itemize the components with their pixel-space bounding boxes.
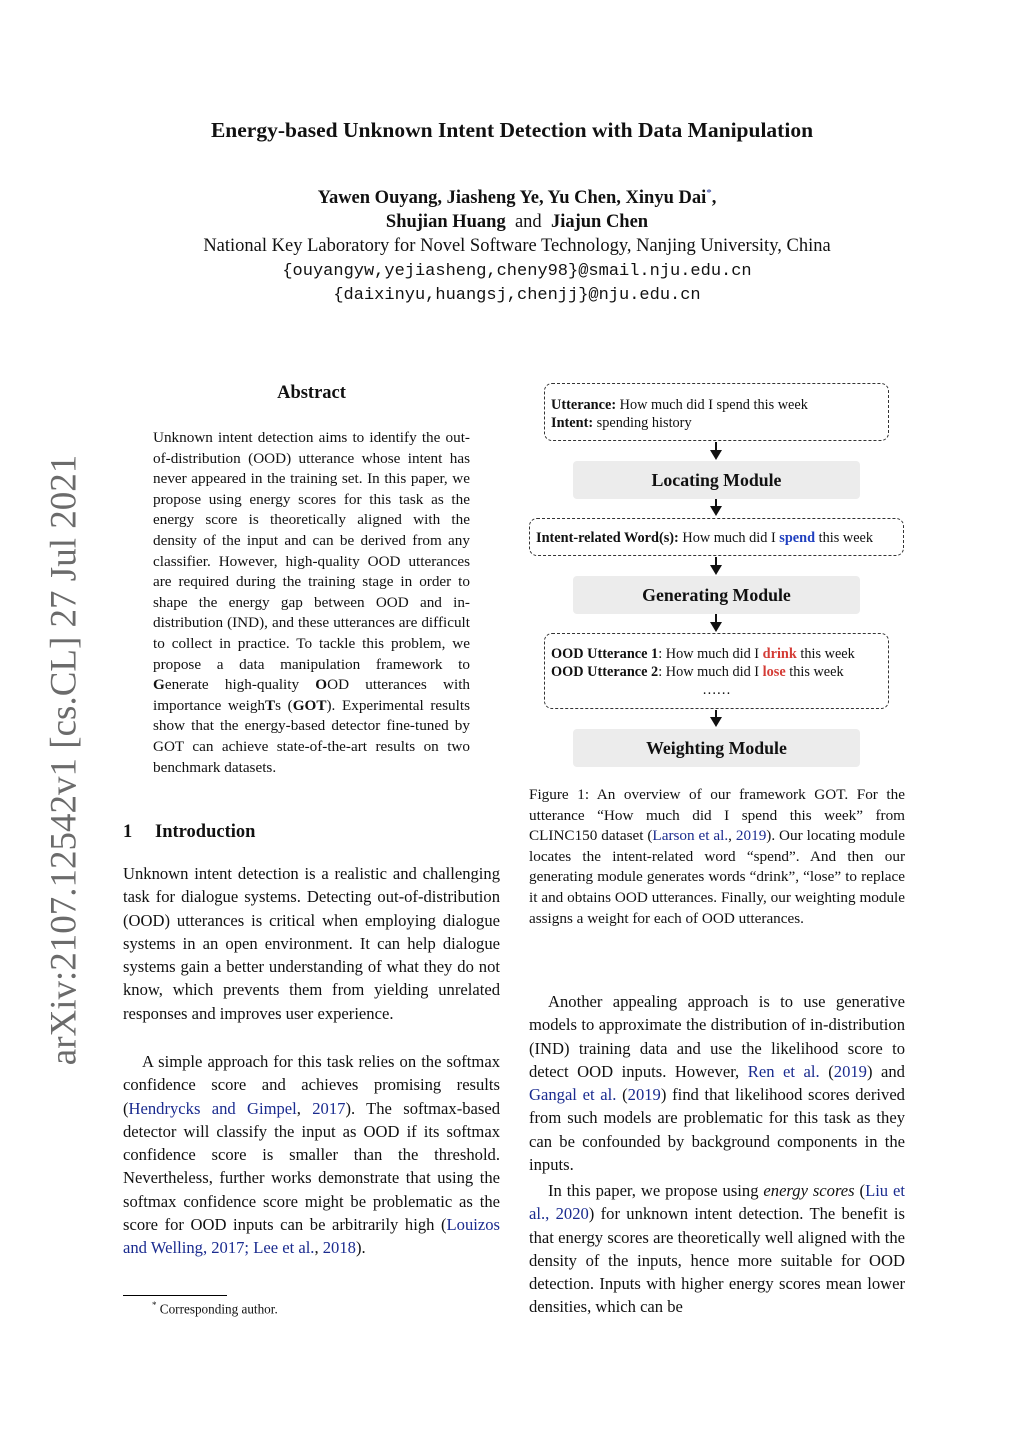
section-title: Introduction (155, 822, 256, 842)
abstract-heading: Abstract (277, 383, 346, 403)
ood1-post: this week (796, 646, 855, 662)
abstract-g-letter: G (153, 676, 165, 694)
section-heading-introduction (123, 822, 255, 843)
citation-louizos[interactable]: Louizos and Welling (123, 1215, 500, 1258)
right-p1-paren-2: ( (616, 1085, 628, 1105)
right-p2-text-a: In this paper, we propose using (548, 1181, 764, 1200)
intent-label: Intent: (551, 415, 594, 431)
right-p1-text-a: Another appealing approach is to use generative models to approximate the distribution of in-distribution (IND) training data and use the likelihood score to detect OOD inputs. However, (529, 992, 905, 1081)
abstract-o-letter: O (315, 676, 328, 694)
caption-text-b: ). Our locating module locates the intent-related word “spend”. And then our generating module generates words “drink”, “lose” to replace it and obtains OOD utterances. Finally, our weighting module assigns a weight for each of OOD utterances. (529, 827, 906, 927)
ood2-post: this week (785, 664, 844, 680)
right-p2-text-b: ) for unknown intent detection. The benefit is that energy scores are theoretically well aligned with the density of the inputs, hence more suitable for OOD detection. Inputs with higher energy scores mean lower densities, which can be (529, 1204, 905, 1317)
authors-primary: Yawen Ouyang, Jiasheng Ye, Yu Chen, Xinyu Dai (317, 188, 707, 209)
corresponding-mark[interactable]: * (706, 187, 712, 199)
highlight-drink: drink (762, 646, 797, 662)
citation-ren[interactable]: Ren et al. (747, 1061, 820, 1081)
citation-liu-year[interactable]: 2020 (555, 1204, 589, 1224)
intent-words-label: Intent-related Word(s): (536, 530, 679, 546)
section-number: 1 (123, 822, 133, 842)
ood-utterance-2 (551, 663, 888, 681)
citation-hendrycks-year[interactable]: 2017 (312, 1098, 346, 1118)
citation-lee-year[interactable]: 2018 (322, 1238, 356, 1258)
intent-words-box (529, 518, 904, 556)
footnote-text: Corresponding author. (156, 1301, 278, 1317)
intro-p2-comma: , (296, 1098, 313, 1118)
intent-text: spending history (593, 415, 692, 431)
abstract-text-1: Unknown intent detection aims to identify the out-of-distribution (OOD) utterance whose intent has never appeared in the training set. In this paper, we propose using energy scores for this task as the energy score is theoretically aligned with the density of the input and can be derived from any classifier. However, high-quality OOD utterances are required during the training stage in order to shape the energy gap between OOD and in-distribution (IND), and these utterances are difficult to collect in practice. To tackle this problem, we propose a data manipulation framework to (153, 429, 470, 673)
intro-p2-text-c: ). (355, 1238, 366, 1258)
right-paragraph-2 (529, 1179, 905, 1319)
email-line-2: {daixinyu,huangsj,chenjj}@nju.edu.cn (333, 286, 701, 305)
arxiv-stamp-text: arXiv:2107.12542v1 [cs.CL] 27 Jul 2021 (43, 454, 85, 1066)
citation-hendrycks[interactable]: Hendrycks and Gimpel (128, 1098, 297, 1118)
author-line-2 (0, 212, 1024, 233)
utterance-label: Utterance: (551, 397, 617, 413)
locating-module: Locating Module (573, 461, 860, 499)
intro-paragraph-1: Unknown intent detection is a realistic and challenging task for dialogue systems. Detecting out-of-distribution (OOD) utterances is critical when employing dialogue systems in an open environment. It can help dialogue systems gain a better understanding of what they do not know, which prevents them from yielding unrelated responses and improves user experience. (123, 864, 500, 1023)
citation-louizos-year[interactable]: 2017 (211, 1238, 245, 1258)
ood-utterance-1 (551, 645, 888, 663)
citation-liu-comma: , (545, 1204, 556, 1224)
arrow-down-icon (710, 565, 722, 575)
arrow-down-icon (710, 717, 722, 727)
intent-words-post: this week (815, 530, 874, 546)
ood2-label: OOD Utterance 2 (551, 664, 659, 680)
citation-larson-year[interactable]: 2019 (735, 827, 767, 845)
caption-comma: , (728, 827, 736, 845)
generating-module: Generating Module (573, 576, 860, 614)
citation-gangal-year[interactable]: 2019 (627, 1085, 661, 1105)
intro-paragraph-2 (123, 1050, 500, 1260)
right-p1-and: ) and (866, 1061, 905, 1081)
and-word: and (514, 212, 542, 232)
citation-separator: ; (244, 1238, 254, 1258)
footnote-rule (123, 1295, 227, 1296)
authors-comma: , (711, 188, 717, 209)
right-p2-open: ( (854, 1181, 866, 1200)
author-chen: Jiajun Chen (550, 212, 649, 232)
footnote (152, 1300, 278, 1317)
citation-gangal[interactable]: Gangal et al. (529, 1085, 617, 1105)
caption-text-a: Figure 1: An overview of our framework GOT. For the utterance “How much did I spend this week” from CLINC150 dataset ( (529, 786, 905, 845)
intro-p2-text-b: ). The softmax-based detector will classify the input as OOD if its softmax confidence score is smaller than the threshold. Nevertheless, further works demonstrate that using the softmax confidence score might be problematic as the score for OOD inputs can be arbitrarily high ( (123, 1098, 500, 1235)
emphasis-energy-scores: energy scores (763, 1181, 855, 1200)
highlight-lose: lose (762, 664, 786, 680)
email-line-1: {ouyangyw,yejiasheng,cheny98}@smail.nju.edu.cn (282, 262, 752, 281)
figure-caption (529, 785, 905, 929)
citation-lee-comma: , (314, 1238, 323, 1258)
citation-larson[interactable]: Larson et al. (652, 827, 729, 845)
ood1-label: OOD Utterance 1 (551, 646, 659, 662)
paper-title: Energy-based Unknown Intent Detection with Data Manipulation (210, 118, 814, 142)
intro-p2-text-a: A simple approach for this task relies on the softmax confidence score and achieves promising results ( (123, 1052, 500, 1118)
ood-ellipsis: …… (702, 682, 731, 698)
weighting-module: Weighting Module (573, 729, 860, 767)
ood1-pre: : How much did I (658, 646, 763, 662)
footnote-mark: * (152, 1300, 157, 1310)
abstract-t-letter: T (265, 696, 276, 714)
abstract-got: GOT (292, 696, 327, 714)
utterance-text: How much did I spend this week (616, 397, 808, 413)
abstract-text-3: OD utterances with importance weigh (153, 676, 471, 714)
ood2-pre: : How much did I (658, 664, 763, 680)
citation-louizos-comma: , (202, 1238, 212, 1258)
affiliation: National Key Laboratory for Novel Software Technology, Nanjing University, China (203, 236, 831, 256)
utterance-line (551, 396, 888, 414)
arrow-down-icon (710, 506, 722, 516)
right-paragraph-1 (529, 990, 905, 1176)
abstract-body (153, 428, 470, 778)
author-huang: Shujian Huang (385, 212, 506, 232)
highlight-spend: spend (779, 530, 816, 546)
intent-line (551, 414, 888, 432)
citation-liu[interactable]: Liu et al. (529, 1181, 905, 1224)
arrow-down-icon (710, 450, 722, 460)
abstract-text-4: s ( (275, 696, 293, 714)
abstract-text-5: ). Experimental results show that the energy-based detector fine-tuned by GOT can achieve state-of-the-art results on two benchmark datasets. (153, 696, 470, 776)
author-line-1 (0, 187, 1024, 209)
abstract-text-2: enerate high-quality (164, 676, 316, 694)
citation-lee[interactable]: Lee et al. (253, 1238, 315, 1258)
intent-words-pre: How much did I (678, 530, 780, 546)
citation-ren-year[interactable]: 2019 (833, 1061, 867, 1081)
right-p1-paren: ( (819, 1061, 834, 1081)
utterance-box (544, 383, 889, 441)
ood-utterances-box (544, 633, 889, 709)
right-p1-text-b: ) find that likelihood scores derived from such models are problematic for this task as they can be confounded by background components in the inputs. (529, 1085, 905, 1175)
arrow-down-icon (710, 622, 722, 632)
